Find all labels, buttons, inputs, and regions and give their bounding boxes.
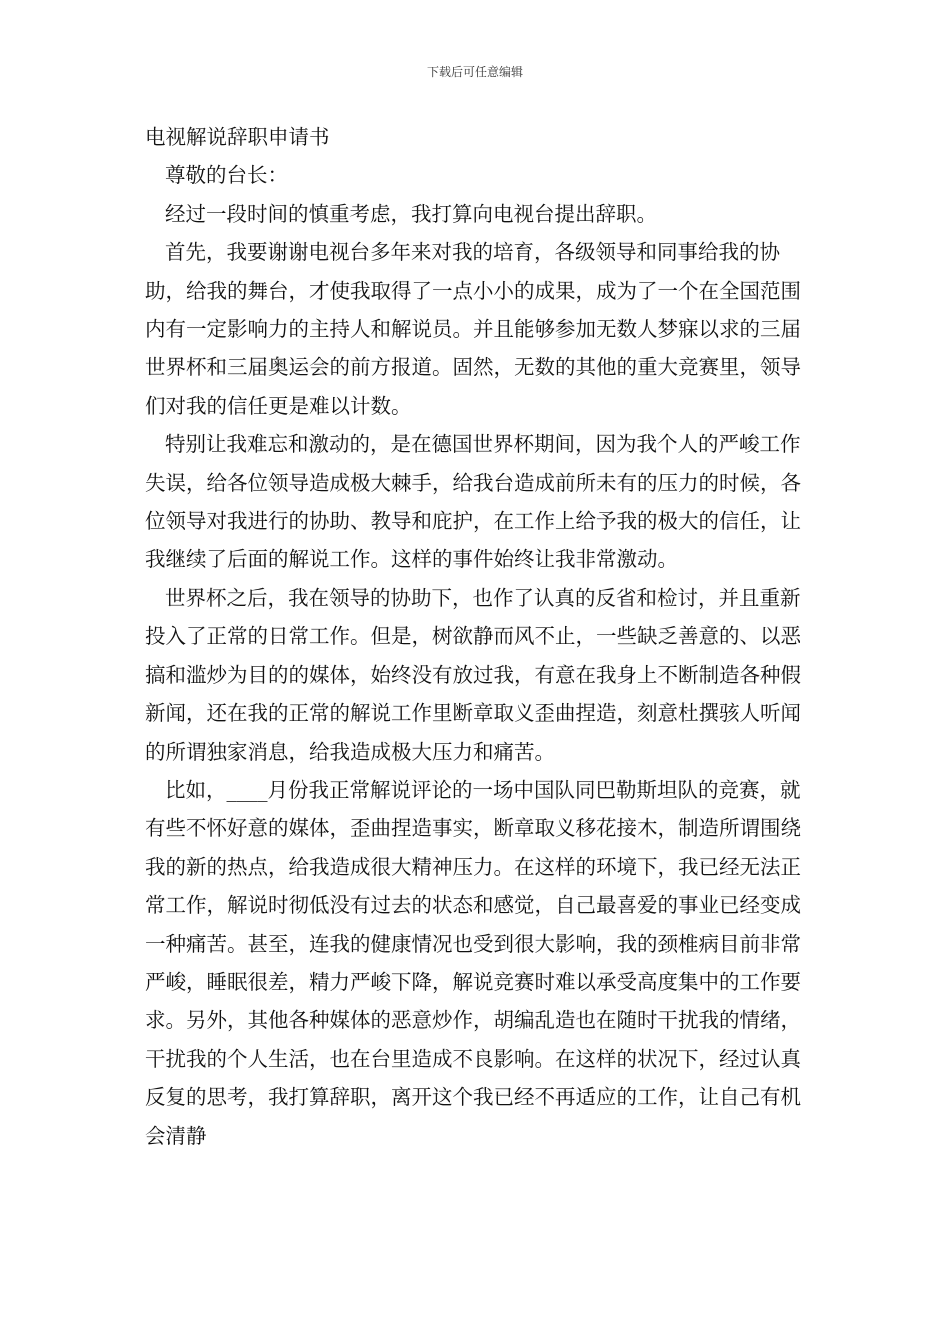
document-body (145, 118, 809, 1155)
paragraph-intent: 经过一段时间的慎重考虑，我打算向电视台提出辞职。 (165, 201, 657, 226)
paragraph-example: 比如，____月份我正常解说评论的一场中国队同巴勒斯坦队的竞赛，就有些不怀好意的媒体，歪曲捏造事实，断章取义移花接木，制造所谓围绕我的新的热点，给我造成很大精神压力。在这样的环境下，我已经无法正常工作，解说时彻低没有过去的状态和感觉，自己最喜爱的事业已经变成一种痛苦。甚至，连我的健康情况也受到很大影响，我的颈椎病目前非常严峻，睡眠很差，精力严峻下降，解说竞赛时难以承受高度集中的工作要求。另外，其他各种媒体的恶意炒作，胡编乱造也在随时干扰我的情绪，干扰我的个人生活，也在台里造成不良影响。在这样的状况下，经过认真反复的思考，我打算辞职，离开这个我已经不再适应的工作，让自己有机会清静 (145, 777, 801, 1148)
page-header-note: 下载后可任意编辑 (426, 65, 523, 79)
paragraph-world-cup: 特别让我难忘和激动的，是在德国世界杯期间，因为我个人的严峻工作失误，给各位领导造成极大棘手，给我台造成前所未有的压力的时候，各位领导对我进行的协助、教导和庇护，在工作上给予我的极大的信任，让我继续了后面的解说工作。这样的事件始终让我非常激动。 (145, 432, 801, 572)
paragraph-thanks: 首先，我要谢谢电视台多年来对我的培育，各级领导和同事给我的协助，给我的舞台，才使我取得了一点小小的成果，成为了一个在全国范围内有一定影响力的主持人和解说员。并且能够参加无数人梦寐以求的三届世界杯和三届奥运会的前方报道。固然，无数的其他的重大竞赛里，领导们对我的信任更是难以计数。 (145, 240, 801, 418)
document-title: 电视解说辞职申请书 (145, 125, 330, 149)
salutation: 尊敬的台长： (165, 163, 288, 188)
paragraph-after-world-cup: 世界杯之后，我在领导的协助下，也作了认真的反省和检讨，并且重新投入了正常的日常工作。但是，树欲静而风不止，一些缺乏善意的、以恶搞和滥炒为目的的媒体，始终没有放过我，有意在我身上不断制造各种假新闻，还在我的正常的解说工作里断章取义歪曲捏造，刻意杜撰骇人听闻的所谓独家消息，给我造成极大压力和痛苦。 (145, 585, 801, 764)
